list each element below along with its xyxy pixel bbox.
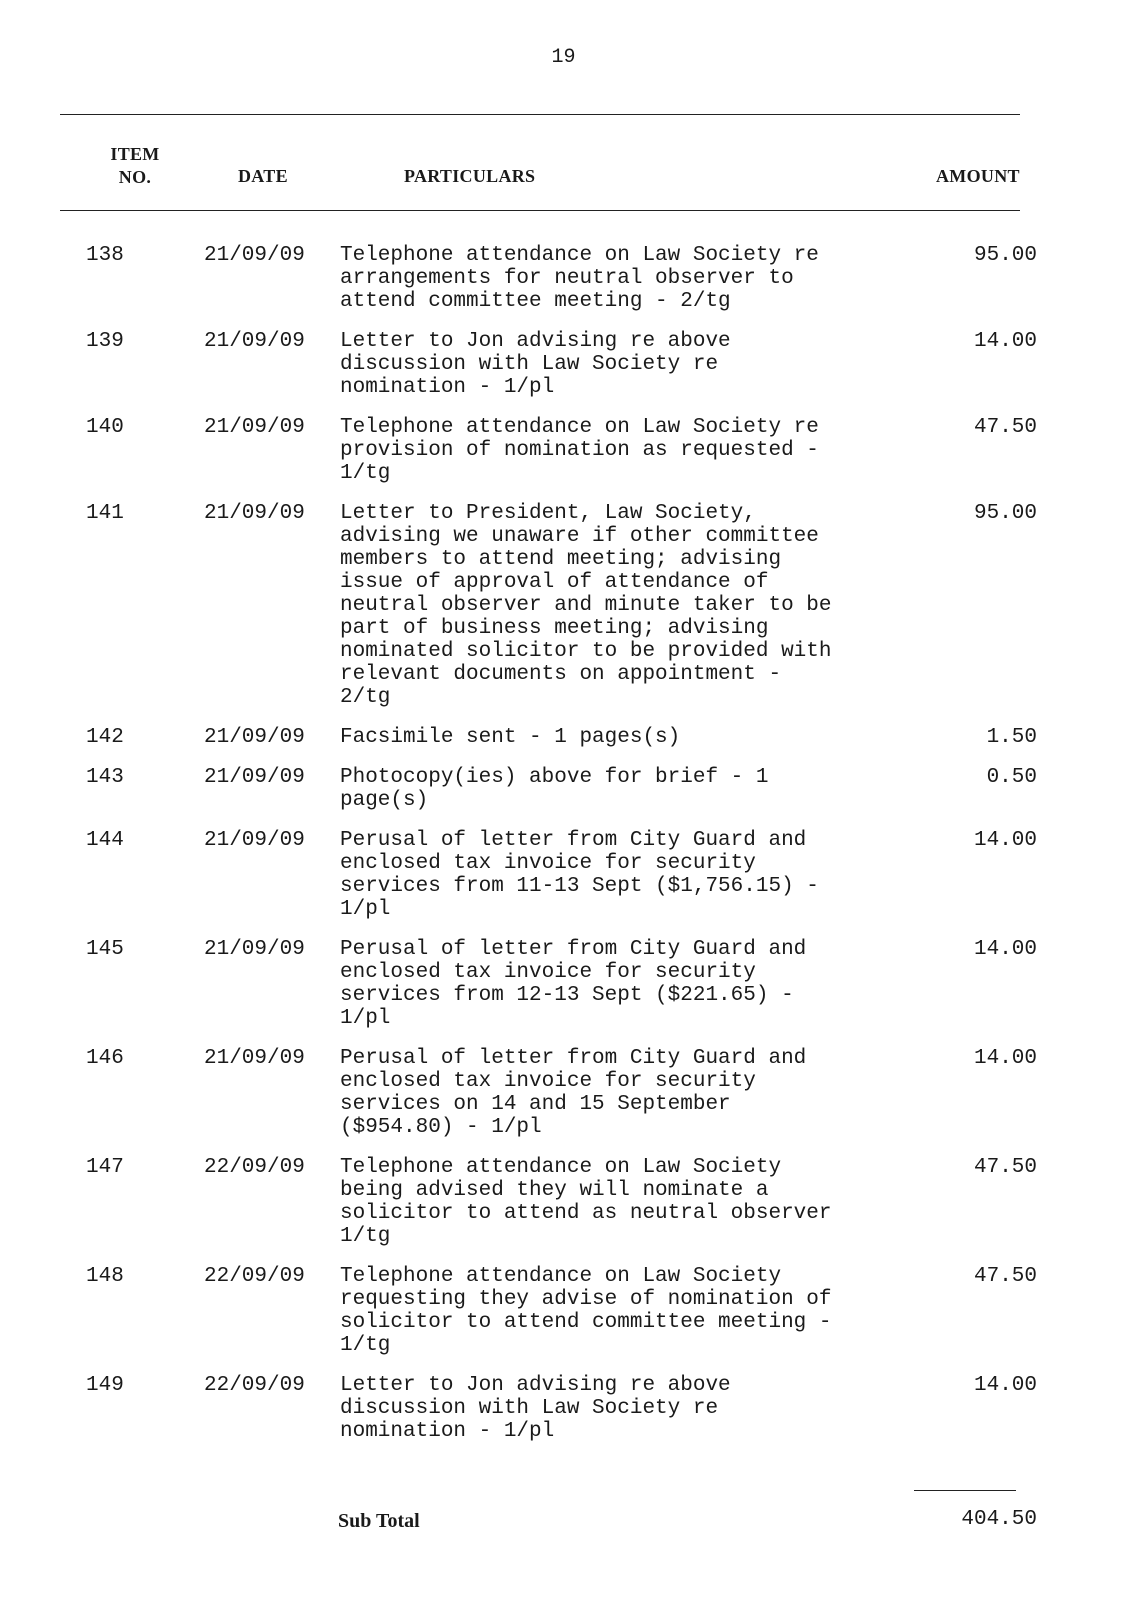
entry-item-no: 141	[86, 502, 124, 525]
subtotal-value: 404.50	[961, 1508, 1037, 1531]
entry-date: 21/09/09	[204, 1047, 305, 1070]
ledger-entry	[0, 502, 1127, 709]
entry-amount: 14.00	[973, 1374, 1037, 1397]
entry-date: 21/09/09	[204, 766, 305, 789]
entry-particulars: Letter to Jon advising re above discussion with Law Society re nomination - 1/pl	[340, 1374, 731, 1443]
entry-date: 21/09/09	[204, 726, 305, 749]
entry-particulars: Perusal of letter from City Guard and enclosed tax invoice for security services from 11-13 Sept ($1,756.15) - 1/pl	[340, 829, 819, 921]
header-item-no	[100, 143, 170, 189]
entry-item-no: 144	[86, 829, 124, 852]
ledger-entry	[0, 416, 1127, 485]
entry-date: 21/09/09	[204, 829, 305, 852]
entry-item-no: 149	[86, 1374, 124, 1397]
ledger-entry	[0, 1265, 1127, 1357]
entry-particulars: Telephone attendance on Law Society re provision of nomination as requested - 1/tg	[340, 416, 819, 485]
entry-date: 21/09/09	[204, 502, 305, 525]
entry-amount: 14.00	[973, 1047, 1037, 1070]
ledger-entry	[0, 726, 1127, 749]
entry-amount: 95.00	[973, 502, 1037, 525]
entry-item-no: 148	[86, 1265, 124, 1288]
entry-particulars: Letter to Jon advising re above discussion with Law Society re nomination - 1/pl	[340, 330, 731, 399]
entry-amount: 0.50	[986, 766, 1037, 789]
entry-amount: 14.00	[973, 938, 1037, 961]
header-top-rule	[60, 114, 1020, 115]
ledger-entries	[0, 244, 1127, 1443]
header-particulars: PARTICULARS	[404, 166, 536, 186]
entry-particulars: Facsimile sent - 1 pages(s)	[340, 726, 681, 749]
entry-particulars: Perusal of letter from City Guard and enclosed tax invoice for security services from 12-13 Sept ($221.65) - 1/pl	[340, 938, 807, 1030]
entry-item-no: 140	[86, 416, 124, 439]
entry-amount: 47.50	[973, 1156, 1037, 1179]
entry-particulars: Telephone attendance on Law Society re arrangements for neutral observer to attend committee meeting - 2/tg	[340, 244, 819, 313]
entry-date: 21/09/09	[204, 416, 305, 439]
entry-amount: 47.50	[973, 416, 1037, 439]
entry-item-no: 143	[86, 766, 124, 789]
header-item-no-line2: NO.	[118, 167, 152, 187]
entry-date: 21/09/09	[204, 244, 305, 267]
entry-amount: 47.50	[973, 1265, 1037, 1288]
entry-item-no: 139	[86, 330, 124, 353]
entry-item-no: 146	[86, 1047, 124, 1070]
subtotal-rule	[914, 1490, 1016, 1491]
entry-item-no: 142	[86, 726, 124, 749]
header-date: DATE	[238, 166, 288, 186]
entry-particulars: Telephone attendance on Law Society requesting they advise of nomination of solicitor to attend committee meeting - 1/tg	[340, 1265, 832, 1357]
entry-item-no: 147	[86, 1156, 124, 1179]
ledger-entry	[0, 1374, 1127, 1443]
ledger-entry	[0, 330, 1127, 399]
entry-date: 21/09/09	[204, 330, 305, 353]
entry-particulars: Letter to President, Law Society, advising we unaware if other committee members to attend meeting; advising issue of approval of attendance of neutral observer and minute taker to be part of business meeting; advising nominated solicitor to be provided with relevant documents on appointment - 2/tg	[340, 502, 832, 709]
entry-particulars: Telephone attendance on Law Society being advised they will nominate a solicitor to attend as neutral observer 1/tg	[340, 1156, 832, 1248]
entry-date: 21/09/09	[204, 938, 305, 961]
ledger-entry	[0, 244, 1127, 313]
header-amount: AMOUNT	[936, 166, 1020, 186]
entry-date: 22/09/09	[204, 1156, 305, 1179]
ledger-entry	[0, 829, 1127, 921]
ledger-entry	[0, 1156, 1127, 1248]
entry-amount: 95.00	[973, 244, 1037, 267]
ledger-entry	[0, 1047, 1127, 1139]
page-number: 19	[551, 46, 576, 69]
ledger-entry	[0, 766, 1127, 812]
entry-particulars: Perusal of letter from City Guard and enclosed tax invoice for security services on 14 and 15 September ($954.80) - 1/pl	[340, 1047, 807, 1139]
entry-particulars: Photocopy(ies) above for brief - 1 page(s)	[340, 766, 769, 812]
header-bottom-rule	[60, 210, 1020, 211]
entry-amount: 1.50	[986, 726, 1037, 749]
entry-item-no: 145	[86, 938, 124, 961]
entry-item-no: 138	[86, 244, 124, 267]
header-item-no-line1: ITEM	[110, 144, 160, 164]
entry-amount: 14.00	[973, 829, 1037, 852]
entry-amount: 14.00	[973, 330, 1037, 353]
entry-date: 22/09/09	[204, 1265, 305, 1288]
subtotal-label: Sub Total	[338, 1510, 420, 1532]
entry-date: 22/09/09	[204, 1374, 305, 1397]
ledger-entry	[0, 938, 1127, 1030]
